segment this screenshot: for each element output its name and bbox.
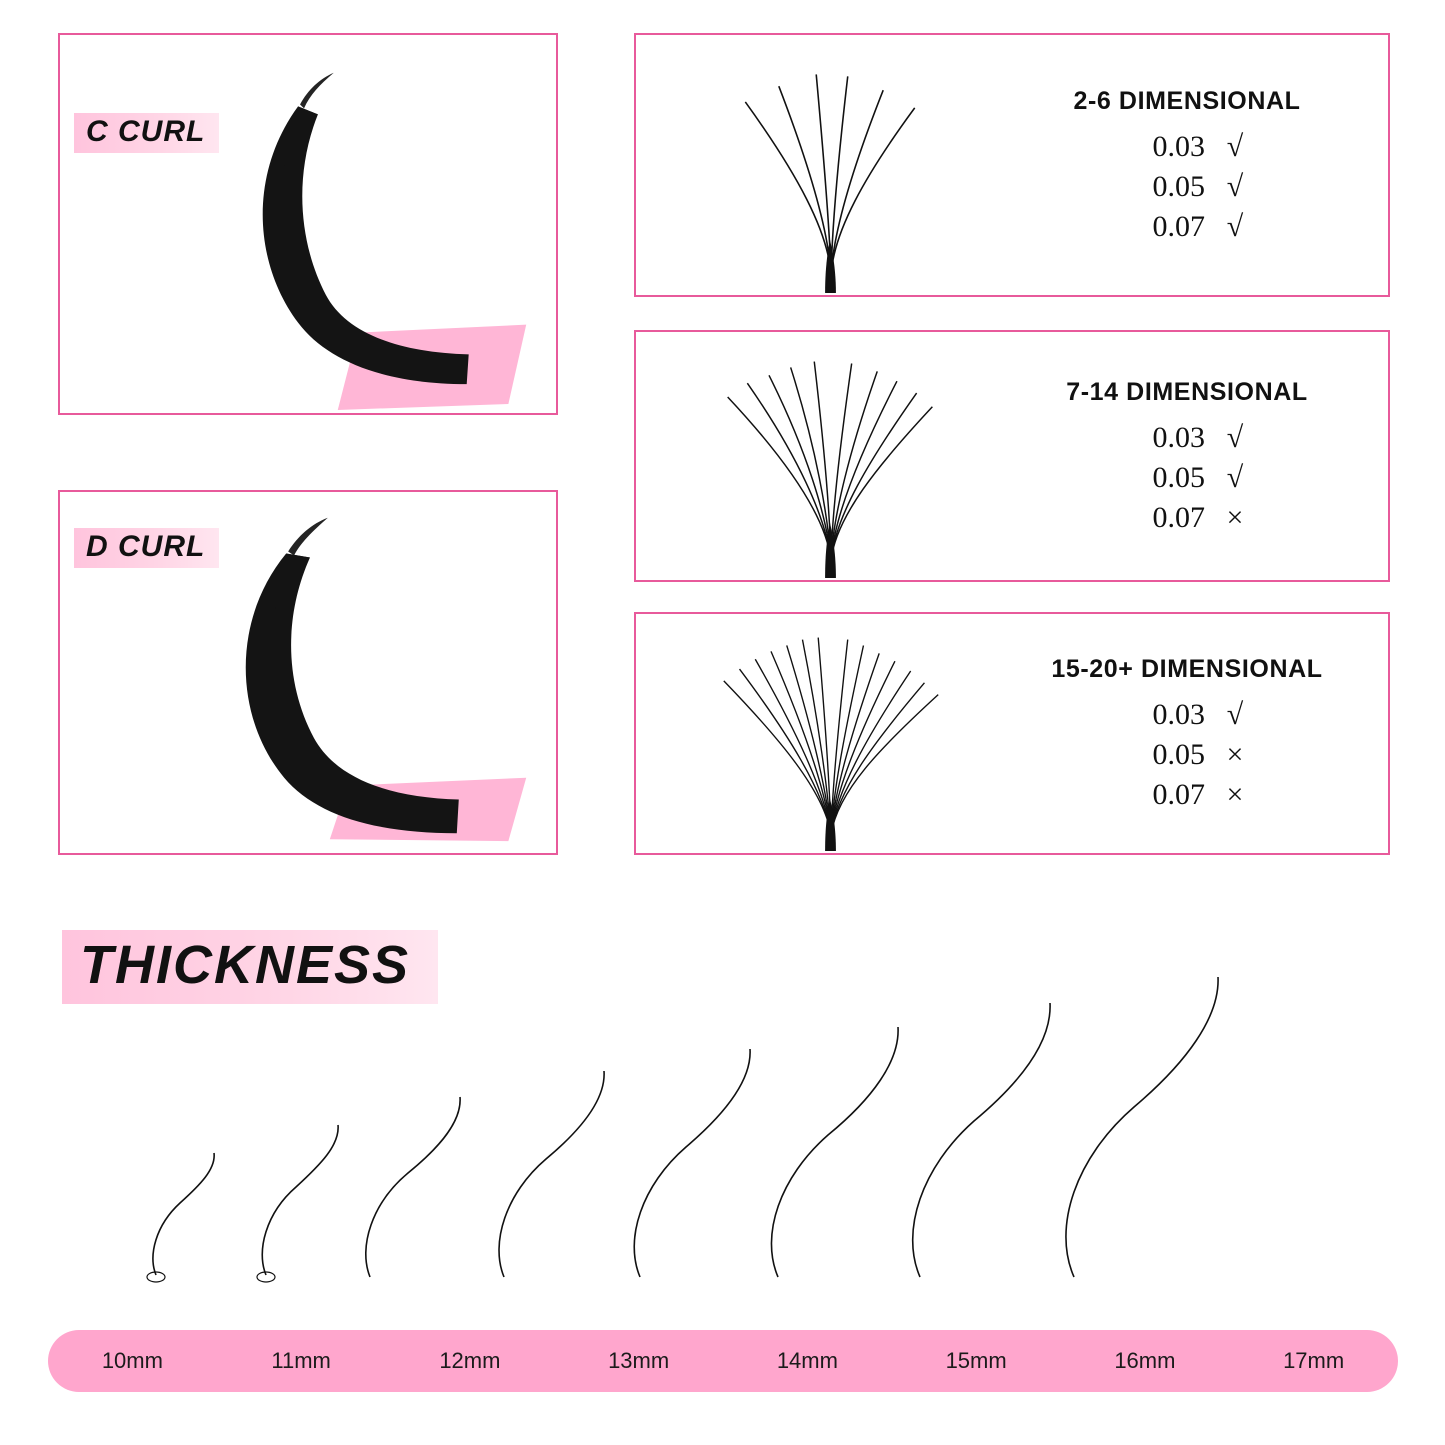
length-label-12mm: 12mm <box>439 1348 501 1373</box>
length-label-16mm: 16mm <box>1114 1348 1176 1373</box>
dimension-mark: √ <box>1226 169 1244 203</box>
lash-curve-16mm <box>913 1003 1050 1277</box>
dimension-mark: √ <box>1226 209 1244 243</box>
dimension-size: 0.05 <box>1152 738 1205 771</box>
dimension-mark: × <box>1226 778 1244 811</box>
dimension-row <box>1109 778 1265 812</box>
dimension-size: 0.03 <box>1152 420 1205 454</box>
dimension-size: 0.03 <box>1152 129 1205 163</box>
lash-length-comparison-chart <box>48 955 1408 1320</box>
dimension-row <box>1109 461 1265 495</box>
dimension-mark: √ <box>1226 698 1244 731</box>
dimension-size: 0.05 <box>1152 169 1205 203</box>
lash-curve-11mm <box>257 1125 338 1282</box>
dimension-size: 0.07 <box>1152 209 1205 243</box>
dimension-title: 7-14 DIMENSIONAL <box>1066 377 1308 406</box>
panel-d-curl <box>58 490 558 855</box>
length-label-15mm: 15mm <box>945 1348 1007 1373</box>
dimension-size: 0.05 <box>1152 460 1205 494</box>
d-curl-label: D CURL <box>74 528 219 568</box>
dimension-row <box>1109 170 1265 204</box>
c-curl-label: C CURL <box>74 113 219 153</box>
lash-strip-c-curl-icon <box>60 35 556 414</box>
thickness-label: THICKNESS <box>62 930 438 1004</box>
lash-curve-13mm <box>499 1071 604 1277</box>
dimension-row <box>1109 210 1265 244</box>
dimension-mark: √ <box>1226 129 1244 163</box>
panel-dimension-2-6 <box>634 33 1390 297</box>
dimension-mark: × <box>1226 500 1244 534</box>
panel-c-curl <box>58 33 558 415</box>
lash-curve-10mm <box>147 1153 214 1282</box>
dimension-mark: √ <box>1226 420 1244 454</box>
lash-curve-17mm <box>1066 977 1218 1277</box>
dimension-row <box>1109 421 1265 455</box>
lash-fan-small-icon <box>666 35 996 295</box>
dimension-row <box>1109 130 1265 164</box>
dimension-mark: √ <box>1226 460 1244 494</box>
lash-curve-14mm <box>634 1049 750 1277</box>
dimension-title: 15-20+ DIMENSIONAL <box>1051 655 1323 683</box>
dimension-row <box>1109 501 1265 535</box>
length-label-10mm: 10mm <box>101 1348 163 1373</box>
lash-fan-large-icon <box>666 614 996 853</box>
dimension-row <box>1109 738 1265 772</box>
dimension-size: 0.07 <box>1152 778 1205 811</box>
dimension-row <box>1109 698 1265 732</box>
lash-curve-12mm <box>366 1097 460 1277</box>
panel-dimension-15-20 <box>634 612 1390 855</box>
length-label-14mm: 14mm <box>776 1348 838 1373</box>
length-label-13mm: 13mm <box>608 1348 670 1373</box>
lash-strip-d-curl-icon <box>60 492 556 854</box>
length-scale-bar <box>48 1330 1398 1392</box>
dimension-title: 2-6 DIMENSIONAL <box>1073 86 1301 115</box>
dimension-size: 0.03 <box>1152 698 1205 731</box>
length-label-11mm: 11mm <box>271 1348 331 1373</box>
dimension-size: 0.07 <box>1152 500 1205 534</box>
dimension-mark: × <box>1226 738 1244 771</box>
lash-fan-medium-icon <box>666 332 996 580</box>
lash-curve-15mm <box>771 1027 898 1277</box>
panel-dimension-7-14 <box>634 330 1390 582</box>
length-label-17mm: 17mm <box>1283 1348 1345 1373</box>
